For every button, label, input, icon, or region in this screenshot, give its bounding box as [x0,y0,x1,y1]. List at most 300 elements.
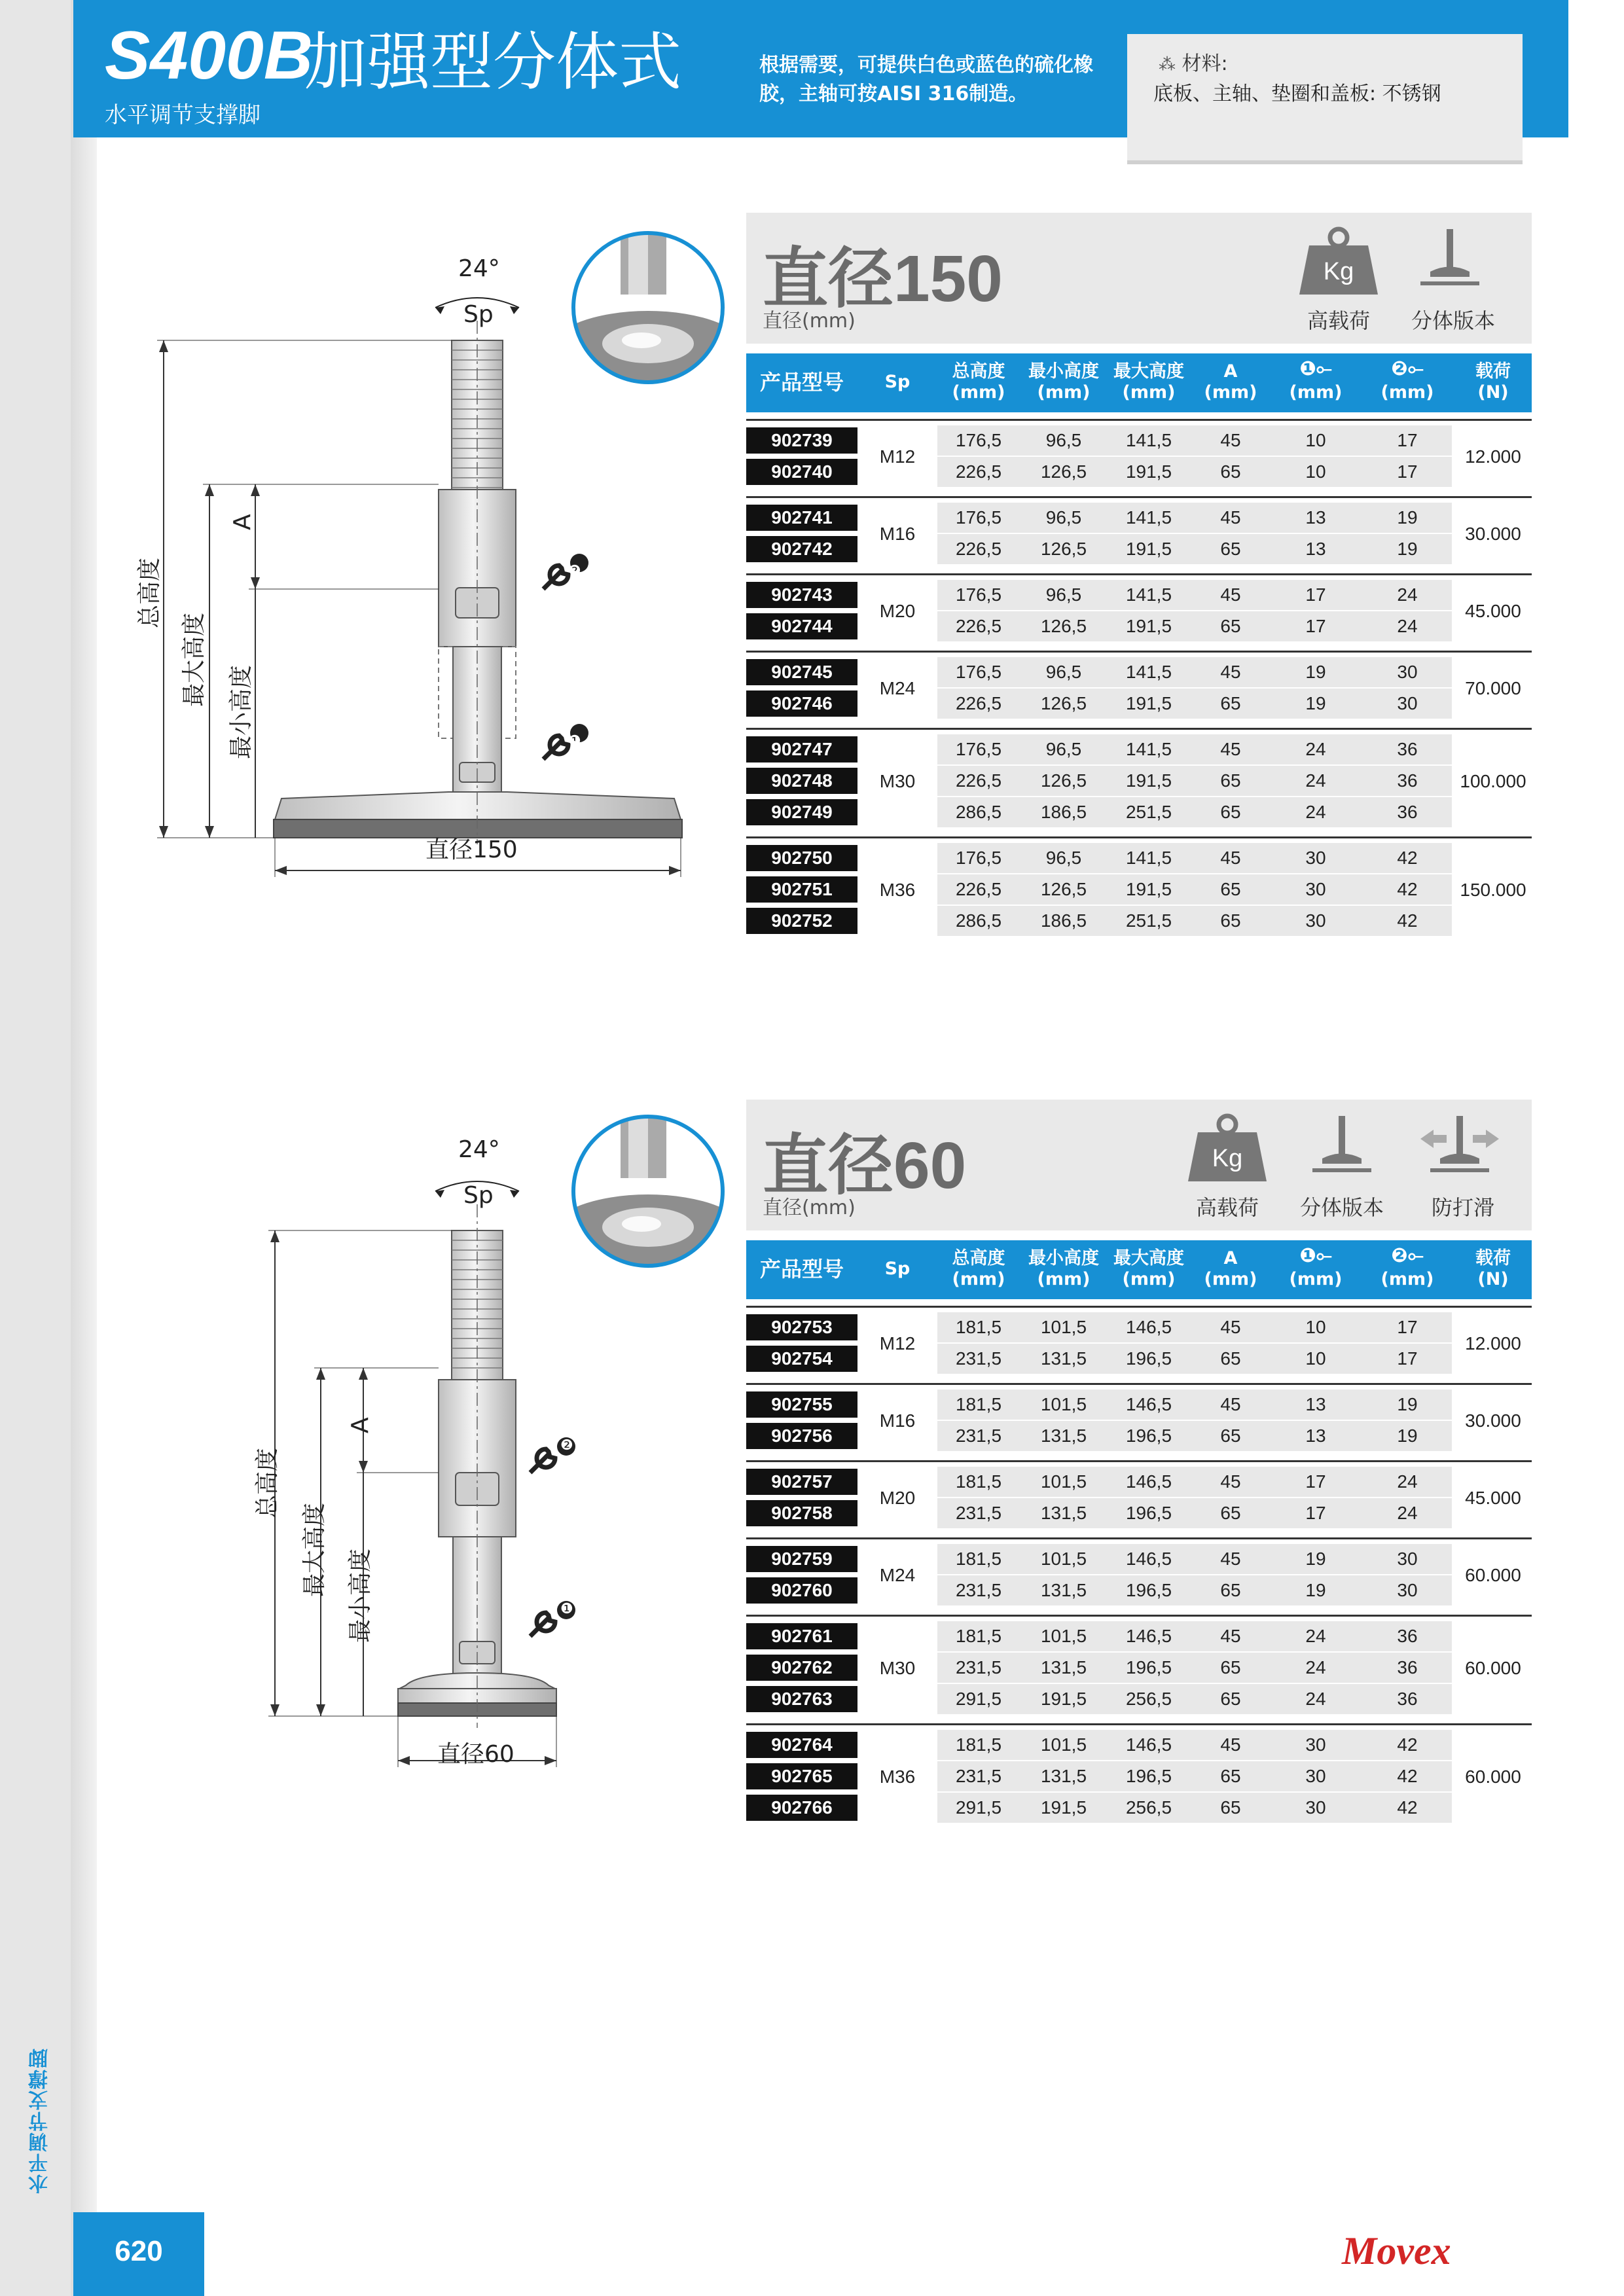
cell-w2: 17 [1397,430,1418,450]
col-header-max-unit: (mm) [1122,1269,1176,1289]
material-title-text: 材料: [1182,52,1228,75]
group-separator [746,836,1532,838]
product-code: 902757 [746,1469,857,1495]
cell-total: 176,5 [955,739,1002,759]
product-title-cn: 加强型分体式 [304,26,681,99]
cell-max: 141,5 [1125,584,1172,605]
feature-label-heavy-load: 高载荷 [1195,1195,1259,1220]
cell-total: 181,5 [955,1317,1002,1337]
cell-total: 181,5 [955,1626,1002,1646]
cell-max: 146,5 [1125,1471,1172,1492]
cell-w1: 30 [1305,1766,1326,1786]
cell-min: 126,5 [1040,770,1087,791]
cell-max: 256,5 [1125,1797,1172,1818]
cell-w1: 10 [1305,1317,1326,1337]
heavy-load-icon [1296,226,1381,298]
cell-total: 231,5 [955,1766,1002,1786]
a-label-2: A [347,1417,374,1433]
group-separator [746,496,1532,498]
cell-w1: 24 [1305,1689,1326,1709]
cell-max: 191,5 [1125,616,1172,636]
cell-a: 65 [1220,1426,1241,1446]
cell-max: 191,5 [1125,539,1172,559]
detail-circle-60 [569,1113,727,1270]
col-header-sp: Sp [884,372,911,392]
product-code: 902749 [746,799,857,825]
cell-w2: 24 [1397,616,1418,636]
product-code: 902759 [746,1546,857,1572]
cell-a: 65 [1220,1503,1241,1523]
angle-label: 24° [458,255,500,282]
cell-max: 196,5 [1125,1580,1172,1600]
cell-max: 146,5 [1125,1317,1172,1337]
thread-size: M16 [879,524,916,544]
cell-w2: 19 [1397,539,1418,559]
product-code: 902745 [746,659,857,685]
thread-size: M36 [879,880,916,900]
material-icon: ⁂ [1159,55,1176,75]
page-number: 620 [115,2235,163,2267]
cell-min: 101,5 [1040,1317,1087,1337]
cell-w1: 30 [1305,879,1326,899]
cell-max: 141,5 [1125,848,1172,868]
load-value: 12.000 [1465,446,1521,467]
cell-a: 45 [1220,1394,1241,1414]
cell-total: 231,5 [955,1580,1002,1600]
col-header-a-unit: (mm) [1204,1269,1257,1289]
cell-w2: 19 [1397,1426,1418,1446]
cell-w2: 17 [1397,461,1418,482]
col-header-min-unit: (mm) [1037,1269,1091,1289]
cell-a: 45 [1220,507,1241,528]
wrench-2-header-icon: ❷⟜ [1391,1244,1424,1267]
product-code: 902754 [746,1346,857,1372]
product-code: 902748 [746,768,857,794]
cell-min: 96,5 [1045,584,1082,605]
cell-min: 131,5 [1040,1657,1087,1677]
cell-a: 65 [1220,693,1241,713]
group-separator [746,1383,1532,1385]
product-code: 902741 [746,505,857,531]
split-version-icon [1414,226,1486,298]
product-code: 902762 [746,1655,857,1681]
cell-w1: 24 [1305,739,1326,759]
cell-a: 45 [1220,848,1241,868]
col-header-min-unit: (mm) [1037,382,1091,403]
cell-min: 101,5 [1040,1394,1087,1414]
cell-a: 65 [1220,1689,1241,1709]
cell-max: 196,5 [1125,1348,1172,1369]
col-header-load: 载荷 [1475,361,1511,382]
product-code: 902761 [746,1623,857,1649]
cell-total: 226,5 [955,616,1002,636]
product-code: 902743 [746,582,857,608]
cell-min: 126,5 [1040,461,1087,482]
cell-w2: 42 [1397,879,1418,899]
cell-w2: 24 [1397,584,1418,605]
cell-a: 65 [1220,802,1241,822]
col-header-code: 产品型号 [759,1257,844,1282]
cell-min: 186,5 [1040,802,1087,822]
sp-label: Sp [463,301,494,328]
group-separator [746,1723,1532,1725]
cell-a: 45 [1220,1734,1241,1755]
cell-min: 186,5 [1040,910,1087,931]
load-value: 60.000 [1465,1565,1521,1585]
cell-w1: 13 [1305,507,1326,528]
cell-w2: 42 [1397,1734,1418,1755]
wrench-1-header-icon: ❶⟜ [1299,357,1332,380]
product-code: 902763 [746,1686,857,1712]
product-code: 902755 [746,1391,857,1418]
product-category: 水平调节支撑脚 [105,102,261,128]
load-value: 30.000 [1465,524,1521,544]
cell-a: 65 [1220,461,1241,482]
product-code: 902751 [746,876,857,903]
cell-total: 176,5 [955,507,1002,528]
total-height-label: 总高度 [136,557,163,628]
group-separator [746,573,1532,575]
cell-w1: 19 [1305,1580,1326,1600]
group-separator [746,1537,1532,1539]
wrench-2-num: ❷ [568,563,581,579]
feature-label-heavy-load: 高载荷 [1307,308,1370,333]
wrench-1-num: ❶ [568,733,581,749]
product-code: 902752 [746,908,857,934]
cell-total: 231,5 [955,1426,1002,1446]
cell-min: 96,5 [1045,848,1082,868]
cell-total: 226,5 [955,879,1002,899]
cell-total: 181,5 [955,1471,1002,1492]
cell-w1: 24 [1305,1626,1326,1646]
material-body: 底板、主轴、垫圈和盖板: 不锈钢 [1153,82,1441,105]
cell-min: 131,5 [1040,1348,1087,1369]
product-description: 根据需要，可提供白色或蓝色的硫化橡胶，主轴可按AISI 316制造。 [759,54,1093,105]
load-value: 70.000 [1465,678,1521,698]
total-height-label-2: 总高度 [254,1447,281,1518]
group-separator [746,651,1532,653]
col-header-sp: Sp [884,1259,911,1279]
cell-max: 141,5 [1125,507,1172,528]
load-value: 12.000 [1465,1333,1521,1354]
cell-max: 146,5 [1125,1626,1172,1646]
cell-min: 101,5 [1040,1734,1087,1755]
material-title [1159,47,1228,76]
group-separator [746,1615,1532,1617]
cell-max: 191,5 [1125,770,1172,791]
cell-min: 131,5 [1040,1426,1087,1446]
col-header-w2: (mm) [1380,382,1434,403]
cell-a: 65 [1220,1766,1241,1786]
thread-size: M24 [879,678,916,698]
col-header-total: 总高度 [952,361,1005,382]
col-header-total-unit: (mm) [952,1269,1005,1289]
cell-w2: 36 [1397,1657,1418,1677]
cell-max: 196,5 [1125,1766,1172,1786]
base-diameter-label-2: 直径60 [437,1741,514,1768]
cell-w1: 24 [1305,802,1326,822]
cell-min: 126,5 [1040,616,1087,636]
thread-size: M16 [879,1410,916,1431]
cell-w2: 30 [1397,1580,1418,1600]
cell-w2: 24 [1397,1503,1418,1523]
cell-w2: 36 [1397,802,1418,822]
col-header-max: 最大高度 [1113,361,1184,382]
cell-w2: 17 [1397,1348,1418,1369]
cell-w1: 10 [1305,430,1326,450]
cell-a: 45 [1220,1317,1241,1337]
cell-max: 191,5 [1125,461,1172,482]
load-value: 150.000 [1460,880,1526,900]
cell-total: 231,5 [955,1503,1002,1523]
cell-max: 146,5 [1125,1394,1172,1414]
cell-w1: 19 [1305,1549,1326,1569]
group-separator [746,419,1532,421]
section-subtitle-60: 直径(mm) [763,1196,856,1219]
feature-label-split-version: 分体版本 [1411,308,1495,333]
col-header-min: 最小高度 [1028,361,1099,382]
cell-w1: 17 [1305,616,1326,636]
cell-max: 256,5 [1125,1689,1172,1709]
wrench-2-num-2: ❷ [560,1437,573,1454]
cell-a: 65 [1220,879,1241,899]
cell-min: 101,5 [1040,1549,1087,1569]
brand-logo: Movex [1342,2229,1451,2272]
cell-w1: 17 [1305,584,1326,605]
cell-total: 176,5 [955,430,1002,450]
product-code: 902766 [746,1795,857,1821]
split-version-icon [1306,1113,1378,1185]
cell-min: 126,5 [1040,879,1087,899]
cell-w1: 30 [1305,848,1326,868]
thread-size: M12 [879,1333,916,1354]
cell-a: 45 [1220,430,1241,450]
col-header-max-unit: (mm) [1122,382,1176,403]
cell-w1: 10 [1305,461,1326,482]
wrench-2-header-icon: ❷⟜ [1391,357,1424,380]
cell-total: 226,5 [955,461,1002,482]
cell-w1: 24 [1305,770,1326,791]
col-header-max: 最大高度 [1113,1248,1184,1268]
cell-a: 65 [1220,1657,1241,1677]
cell-max: 196,5 [1125,1657,1172,1677]
cell-total: 181,5 [955,1394,1002,1414]
thread-size: M24 [879,1565,916,1585]
cell-min: 131,5 [1040,1503,1087,1523]
col-header-total-unit: (mm) [952,382,1005,403]
cell-w1: 19 [1305,662,1326,682]
cell-max: 191,5 [1125,693,1172,713]
svg-text:Kg: Kg [1323,258,1354,285]
cell-w2: 36 [1397,739,1418,759]
cell-total: 231,5 [955,1657,1002,1677]
cell-max: 251,5 [1125,802,1172,822]
svg-text:Kg: Kg [1212,1145,1243,1172]
cell-w1: 13 [1305,539,1326,559]
cell-a: 45 [1220,1549,1241,1569]
max-height-label-2: 最大高度 [301,1502,328,1597]
cell-w2: 24 [1397,1471,1418,1492]
cell-a: 45 [1220,662,1241,682]
product-code: 902747 [746,736,857,762]
cell-w2: 19 [1397,1394,1418,1414]
col-header-total: 总高度 [952,1248,1005,1268]
cell-w1: 24 [1305,1657,1326,1677]
cell-max: 196,5 [1125,1503,1172,1523]
product-title: S400B [105,18,313,94]
cell-w1: 30 [1305,1734,1326,1755]
product-code: 902758 [746,1500,857,1526]
cell-w2: 42 [1397,848,1418,868]
product-code: 902750 [746,845,857,871]
cell-a: 45 [1220,584,1241,605]
cell-a: 65 [1220,910,1241,931]
cell-total: 176,5 [955,848,1002,868]
cell-max: 196,5 [1125,1426,1172,1446]
cell-max: 141,5 [1125,430,1172,450]
col-header-code: 产品型号 [759,370,844,395]
cell-min: 101,5 [1040,1471,1087,1492]
cell-w1: 13 [1305,1394,1326,1414]
cell-w2: 30 [1397,693,1418,713]
cell-w2: 42 [1397,910,1418,931]
cell-w2: 17 [1397,1317,1418,1337]
load-value: 45.000 [1465,601,1521,621]
group-separator [746,728,1532,730]
cell-w1: 17 [1305,1471,1326,1492]
section-title-150: 直径150 [763,242,1003,315]
cell-a: 65 [1220,1348,1241,1369]
cell-min: 131,5 [1040,1580,1087,1600]
cell-w1: 10 [1305,1348,1326,1369]
product-code: 902765 [746,1763,857,1789]
cell-min: 96,5 [1045,507,1082,528]
product-code: 902744 [746,613,857,639]
cell-a: 65 [1220,770,1241,791]
cell-a: 45 [1220,1471,1241,1492]
col-header-a: A [1223,361,1238,382]
cell-w2: 30 [1397,662,1418,682]
cell-total: 291,5 [955,1689,1002,1709]
cell-a: 65 [1220,539,1241,559]
cell-w1: 17 [1305,1503,1326,1523]
min-height-label: 最小高度 [228,664,255,759]
product-code: 902746 [746,691,857,717]
thread-size: M20 [879,601,916,621]
cell-w1: 13 [1305,1426,1326,1446]
col-header-w1: (mm) [1289,382,1343,403]
col-header-load-unit: (N) [1477,382,1509,403]
section-title-60: 直径60 [763,1129,967,1202]
a-label: A [229,514,256,530]
cell-a: 45 [1220,739,1241,759]
cell-total: 226,5 [955,770,1002,791]
col-header-load: 载荷 [1475,1248,1511,1268]
wrench-2-icon [530,1449,555,1473]
heavy-load-icon [1185,1113,1270,1185]
base-diameter-label: 直径150 [425,836,518,863]
cell-min: 126,5 [1040,539,1087,559]
cell-total: 291,5 [955,1797,1002,1818]
cell-total: 231,5 [955,1348,1002,1369]
thread-size: M20 [879,1488,916,1508]
cell-w2: 30 [1397,1549,1418,1569]
sidebar-category-label: 水平调节支撑脚 [29,2047,52,2194]
load-value: 30.000 [1465,1410,1521,1431]
product-code: 902740 [746,459,857,485]
header-corner [1523,0,1568,137]
thread-size: M30 [879,1658,916,1678]
cell-max: 146,5 [1125,1734,1172,1755]
cell-w1: 19 [1305,693,1326,713]
cell-min: 126,5 [1040,693,1087,713]
cell-w2: 36 [1397,1689,1418,1709]
cell-total: 226,5 [955,539,1002,559]
cell-a: 45 [1220,1626,1241,1646]
thread-size: M36 [879,1767,916,1787]
cell-w2: 42 [1397,1797,1418,1818]
angle-label-2: 24° [458,1136,500,1163]
col-header-a: A [1223,1248,1238,1268]
cell-total: 181,5 [955,1734,1002,1755]
load-value: 45.000 [1465,1488,1521,1508]
cell-total: 176,5 [955,662,1002,682]
cell-min: 96,5 [1045,739,1082,759]
feature-label-anti-slip: 防打滑 [1431,1195,1494,1220]
cell-w1: 30 [1305,1797,1326,1818]
product-code: 902764 [746,1732,857,1758]
wrench-2-icon [543,565,568,589]
cell-max: 141,5 [1125,739,1172,759]
col-header-load-unit: (N) [1477,1269,1509,1289]
cell-a: 65 [1220,1580,1241,1600]
max-height-label: 最大高度 [181,612,208,707]
col-header-a-unit: (mm) [1204,382,1257,403]
cell-total: 286,5 [955,802,1002,822]
cell-max: 191,5 [1125,879,1172,899]
product-code: 902753 [746,1314,857,1340]
cell-max: 251,5 [1125,910,1172,931]
col-header-w1: (mm) [1289,1269,1343,1289]
wrench-1-header-icon: ❶⟜ [1299,1244,1332,1267]
anti-slip-icon [1417,1113,1502,1185]
cell-total: 181,5 [955,1549,1002,1569]
cell-max: 146,5 [1125,1549,1172,1569]
feature-label-split-version: 分体版本 [1299,1195,1384,1220]
group-separator [746,1460,1532,1462]
cell-min: 101,5 [1040,1626,1087,1646]
detail-circle-150 [569,229,727,386]
col-header-w2: (mm) [1380,1269,1434,1289]
cell-w1: 30 [1305,910,1326,931]
left-margin-shade [71,0,97,2296]
cell-w2: 36 [1397,770,1418,791]
cell-min: 191,5 [1040,1689,1087,1709]
wrench-1-icon [530,1613,555,1636]
product-code: 902760 [746,1577,857,1604]
cell-a: 65 [1220,616,1241,636]
cell-total: 176,5 [955,584,1002,605]
thread-size: M30 [879,771,916,791]
product-code: 902756 [746,1423,857,1449]
wrench-1-icon [543,736,568,759]
thread-size: M12 [879,446,916,467]
group-separator [746,1306,1532,1308]
cell-total: 226,5 [955,693,1002,713]
min-height-label-2: 最小高度 [347,1548,374,1643]
load-value: 60.000 [1465,1767,1521,1787]
col-header-min: 最小高度 [1028,1248,1099,1268]
